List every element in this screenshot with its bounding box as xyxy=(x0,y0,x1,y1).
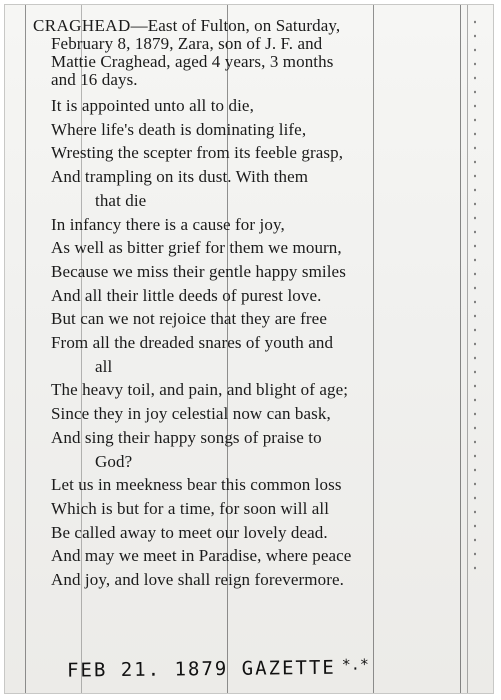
date-source-text: FEB 21. 1879 GAZETTE xyxy=(66,656,336,682)
memorial-poem xyxy=(33,94,458,592)
poem-line: Where life's death is dominating life, xyxy=(51,119,307,139)
poem-line: But can we not rejoice that they are free xyxy=(51,309,327,329)
obituary-notice xyxy=(33,17,458,592)
deceased-surname: CRAGHEAD xyxy=(33,16,131,35)
column-rule xyxy=(467,5,468,693)
poem-line: that die xyxy=(95,190,147,210)
heading-line: February 8, 1879, Zara, son of J. F. and xyxy=(51,34,323,53)
dotted-rule xyxy=(474,15,476,575)
poem-line: As well as bitter grief for them we mourn, xyxy=(51,238,342,258)
poem-line: It is appointed unto all to die, xyxy=(51,96,254,115)
poem-line: And sing their happy songs of praise to xyxy=(51,427,322,447)
newspaper-clipping xyxy=(4,4,494,694)
poem-line: And trampling on its dust. With them xyxy=(51,167,309,187)
poem-line: Let us in meekness bear this common loss xyxy=(51,475,342,495)
poem-line: From all the dreaded snares of youth and xyxy=(51,333,334,353)
heading-line: and 16 days. xyxy=(51,70,138,89)
heading-text: —East of Fulton, on Saturday, xyxy=(130,16,341,35)
poem-line: God? xyxy=(95,451,133,471)
poem-line: Which is but for a time, for soon will all xyxy=(51,498,330,518)
poem-line: all xyxy=(95,356,113,376)
poem-line: And may we meet in Paradise, where peace xyxy=(51,546,352,566)
poem-line: And joy, and love shall reign forevermore. xyxy=(51,570,344,590)
poem-line: And all their little deeds of purest love. xyxy=(51,285,322,305)
column-rule xyxy=(460,5,461,693)
poem-line: Since they in joy celestial now can bask, xyxy=(51,404,331,424)
poem-line: The heavy toil, and pain, and blight of age; xyxy=(51,380,349,400)
poem-line: In infancy there is a cause for joy, xyxy=(51,214,285,234)
heading-line xyxy=(33,17,458,35)
notice-heading xyxy=(33,17,458,89)
column-rule xyxy=(25,5,26,693)
asterism-mark: *.* xyxy=(341,655,369,674)
poem-line: Wresting the scepter from its feeble grasp, xyxy=(51,143,344,163)
heading-line: Mattie Craghead, aged 4 years, 3 months xyxy=(51,52,334,71)
handwritten-date-note xyxy=(67,655,369,681)
poem-line: Be called away to meet our lovely dead. xyxy=(51,522,328,542)
poem-line: Because we miss their gentle happy smiles xyxy=(51,261,346,281)
